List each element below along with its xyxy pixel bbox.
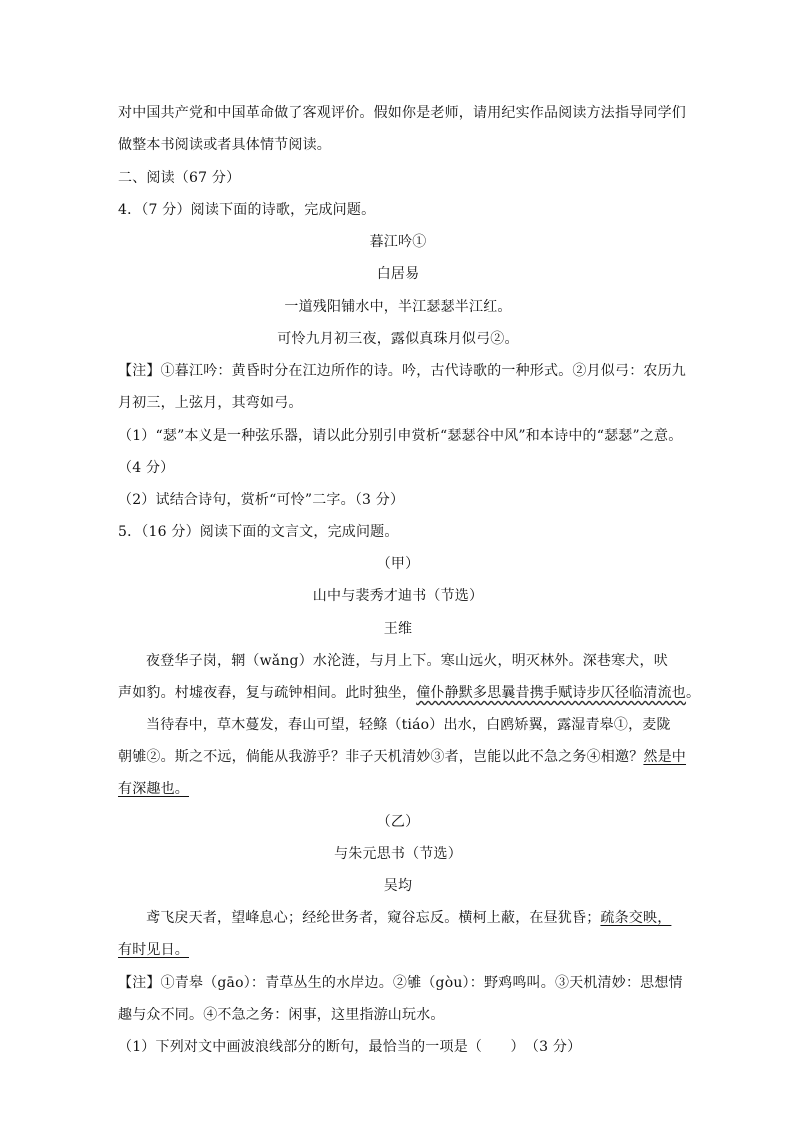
poem-title: 暮江吟① — [369, 234, 427, 250]
question-4-stem: 4．（7 分）阅读下面的诗歌，完成问题。 — [118, 202, 376, 218]
text-yi-author: 吴均 — [383, 878, 413, 894]
yi-plain: 鸢飞戾天者，望峰息心；经纶世务者，窥谷忘反。横柯上蔽，在昼犹昏； — [146, 910, 601, 926]
intro-line-1: 对中国共产党和中国革命做了客观评价。假如你是老师，请用纪实作品阅读方法指导同学们 — [118, 105, 686, 121]
underlined-sentence-a: 然是中 — [643, 749, 687, 765]
text-jia-title: 山中与裴秀才迪书（节选） — [312, 588, 484, 604]
q4-sub1-line-2: （4 分） — [118, 460, 175, 476]
prose-note-line-2: 趣与众不同。④不急之务：闲事，这里指游山玩水。 — [118, 1007, 445, 1023]
question-5-stem: 5．（16 分）阅读下面的文言文，完成问题。 — [118, 524, 399, 540]
prose-note-line-1: 【注】①青皋（gāo）：青草丛生的水岸边。②雊（gòu）：野鸡鸣叫。③天机清妙：思想情 — [118, 975, 683, 991]
wavy-underlined-sentence: 僮仆静默多思曩昔携手赋诗步仄径临清流也 — [416, 685, 687, 701]
text-yi-label: （乙） — [376, 814, 420, 830]
jia-paragraph-1-line-1: 夜登华子岗，辋（wǎng）水沦涟，与月上下。寒山远火，明灭林外。深巷寒犬，吠 — [146, 653, 668, 669]
underlined-sentence-b-cont: 有时见日。 — [118, 942, 189, 958]
poem-author: 白居易 — [376, 266, 420, 282]
jia-paragraph-2-line-2 — [118, 747, 687, 767]
q4-sub2: （2）试结合诗句，赏析“可怜”二字。（3 分） — [118, 492, 405, 508]
text-yi-title: 与朱元思书（节选） — [334, 846, 462, 862]
section-heading: 二、阅读（67 分） — [118, 170, 241, 186]
jia-p1-end: 。 — [686, 685, 701, 701]
q5-sub1: （1）下列对文中画波浪线部分的断句，最恰当的一项是（ ） （3 分） — [118, 1039, 582, 1055]
underlined-sentence-b: 疏条交映， — [600, 910, 672, 926]
jia-paragraph-2-line-3 — [118, 779, 678, 799]
jia-paragraph-1-line-2 — [118, 683, 701, 703]
poem-note-line-2: 月初三，上弦月，其弯如弓。 — [118, 395, 303, 411]
jia-p2-plain: 朝雊②。斯之不远，倘能从我游乎？非子天机清妙③者，岂能以此不急之务④相邀？ — [118, 749, 644, 765]
intro-line-2: 做整本书阅读或者具体情节阅读。 — [118, 137, 331, 153]
poem-line-2: 可怜九月初三夜，露似真珠月似弓②。 — [277, 331, 519, 347]
underlined-sentence-a-cont: 有深趣也。 — [118, 781, 189, 797]
q4-sub1-line-1: （1）“瑟”本义是一种弦乐器，请以此分别引申赏析“瑟瑟谷中风”和本诗中的“瑟瑟”之意。 — [118, 428, 683, 444]
jia-paragraph-2-line-1: 当待春中，草木蔓发，春山可望，轻鲦（tiáo）出水，白鸥矫翼，露湿青皋①，麦陇 — [146, 717, 671, 733]
jia-p1-plain: 声如豹。村墟夜舂，复与疏钟相间。此时独坐， — [118, 685, 417, 701]
yi-paragraph-line-1 — [146, 908, 678, 928]
poem-line-1: 一道残阳铺水中，半江瑟瑟半江红。 — [284, 299, 512, 315]
poem-note-line-1: 【注】①暮江吟：黄昏时分在江边所作的诗。吟，古代诗歌的一种形式。②月似弓：农历九 — [118, 363, 686, 379]
text-jia-author: 王维 — [383, 621, 413, 637]
text-jia-label: （甲） — [376, 556, 420, 572]
yi-paragraph-line-2 — [118, 940, 678, 960]
